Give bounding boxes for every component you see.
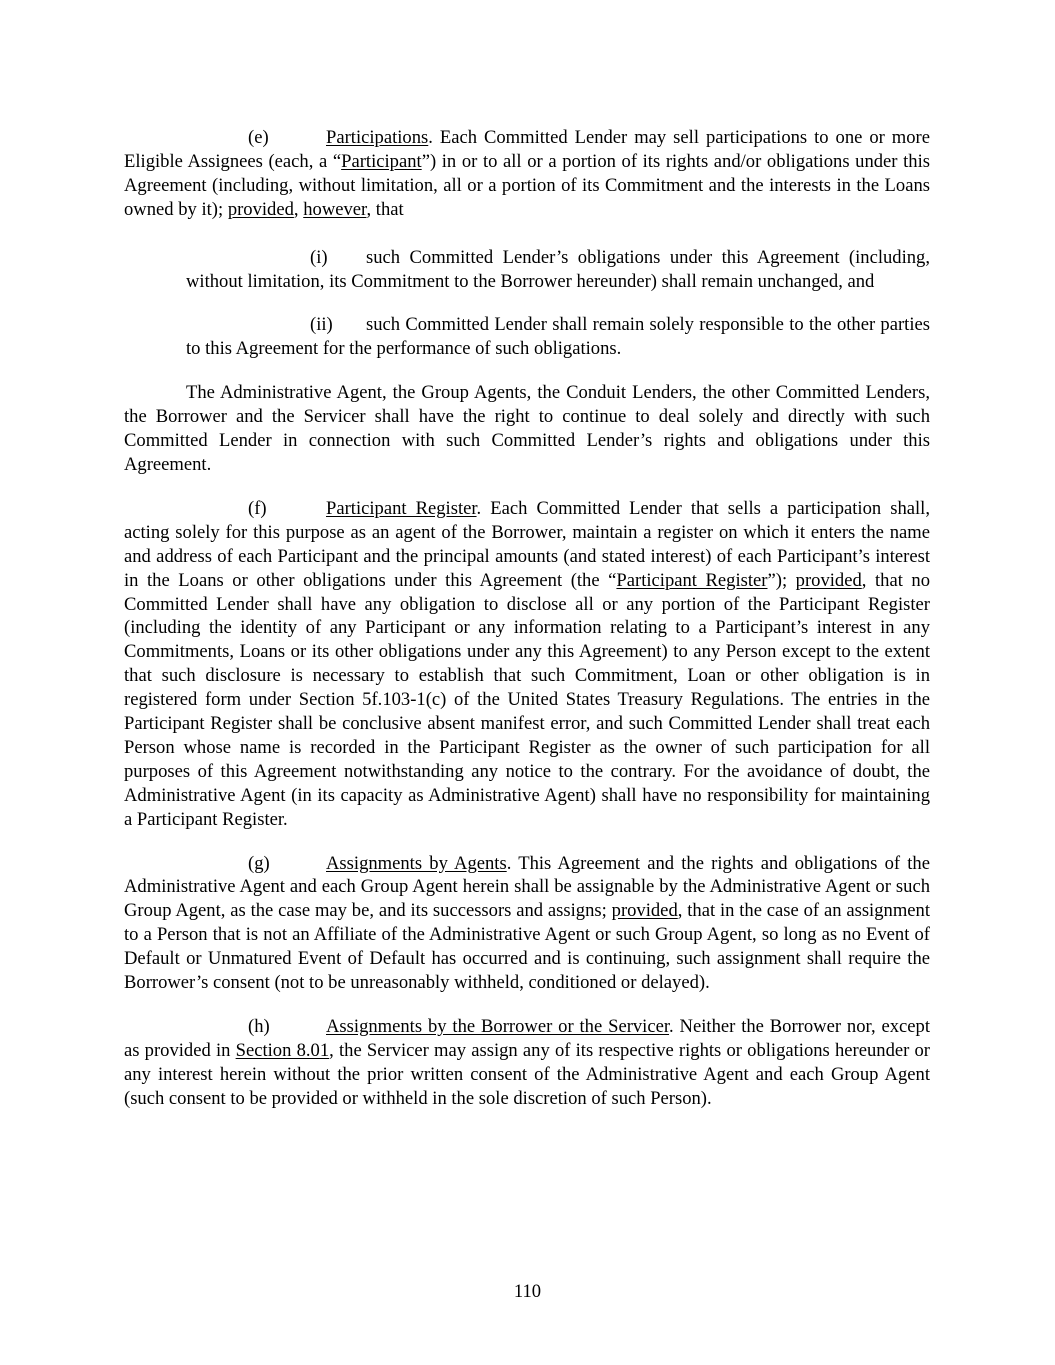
page-number: 110 [513,1281,542,1302]
paragraph-e: (e) Participations. Each Committed Lender may sell participations to one or more Eligible Assignees (each, a “Participant”) in or to all or a portion of its rights and/or obligations under this Agreement (including, without limitation, all or a portion of its Commitment and the interests in the Loans owned by it); provided, however, that [124,127,930,220]
clause-number: (h) [248,1016,270,1037]
provided-term: provided [227,198,294,220]
provided-term: provided [611,900,678,922]
clause-number: (g) [248,852,270,874]
paragraph-e-continued: The Administrative Agent, the Group Agents, the Conduit Lenders, the other Committed Lenders, the Borrower and the Servicer shall have the right to continue to deal solely and directly with such Committed Lender in connection with such Committed Lender’s rights and obligations under this Agreement. [124,382,930,475]
clause-heading: Participations [326,127,429,148]
subclause-i: (i) such Committed Lender’s obligations under this Agreement (including, without limitation, its Commitment to the Borrower hereunder) shall remain unchanged, and [186,246,930,292]
document-page [124,126,930,1111]
clause-number: (f) [248,497,267,519]
provided-term: provided [795,569,862,591]
clause-heading: Assignments by the Borrower or the Servicer [326,1016,670,1037]
clause-heading: Participant Register [326,497,477,519]
subclause-number: (i) [310,246,328,268]
clause-number: (e) [248,127,269,148]
subclause-number: (ii) [310,314,333,336]
subclause-ii: (ii) such Committed Lender shall remain solely responsible to the other parties to this Agreement for the performance of such obligations. [186,314,930,360]
section-reference: Section 8.01 [235,1039,330,1061]
clause-heading: Assignments by Agents [326,852,507,874]
paragraph-f: (f) Participant Register. Each Committed Lender that sells a participation shall, acting solely for this purpose as an agent of the Borrower, maintain a register on which it enters the name and address of each Participant and the principal amounts (and stated interest) of each Participant’s interest in the Loans or other obligations under this Agreement (the “Participant Register”); provided, that no Committed Lender shall have any obligation to disclose all or any portion of the Participant Register (including the identity of any Participant or any information relating to a Participant’s interest in any Commitments, Loans or its other obligations under any this Agreement) to any Person except to the extent that such disclosure is necessary to establish that such Commitment, Loan or other obligation is in registered form under Section 5f.103-1(c) of the United States Treasury Regulations. The entries in the Participant Register shall be conclusive absent manifest error, and such Committed Lender shall treat each Person whose name is recorded in the Participant Register as the owner of such participation for all purposes of this Agreement notwithstanding any notice to the contrary. For the avoidance of doubt, the Administrative Agent (in its capacity as Administrative Agent) shall have no responsibility for maintaining a Participant Register. [124,497,931,830]
however-term: however [303,198,367,220]
defined-term: Participant Register [616,569,768,591]
paragraph-h: (h) Assignments by the Borrower or the Servicer. Neither the Borrower nor, except as provided in Section 8.01, the Servicer may assign any of its respective rights or obligations hereunder or any interest herein without the prior written consent of the Administrative Agent and each Group Agent (such consent to be provided or withheld in the sole discretion of such Person). [124,1016,930,1109]
defined-term: Participant [341,150,422,172]
paragraph-g: (g) Assignments by Agents. This Agreement and the rights and obligations of the Administrative Agent and each Group Agent herein shall be assignable by the Administrative Agent or such Group Agent, as the case may be, and its successors and assigns; provided, that in the case of an assignment to a Person that is not an Affiliate of the Administrative Agent or such Group Agent, so long as no Event of Default or Unmatured Event of Default has occurred and is continuing, such assignment shall require the Borrower’s consent (not to be unreasonably withheld, conditioned or delayed). [124,852,930,994]
